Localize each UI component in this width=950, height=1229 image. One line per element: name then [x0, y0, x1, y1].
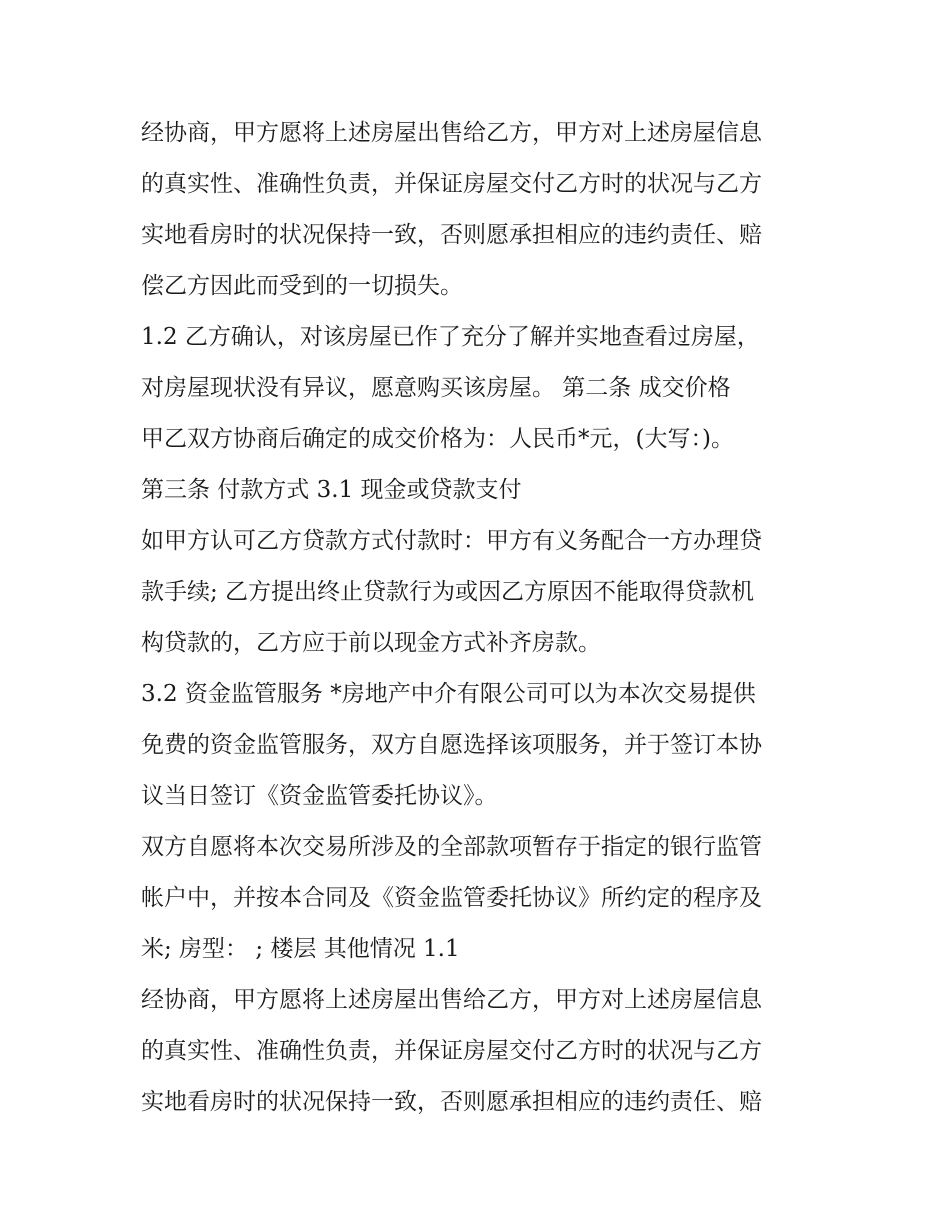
text-line: 免费的资金监管服务，双方自愿选择该项服务，并于签订本协: [141, 732, 762, 758]
text-line: 经协商，甲方愿将上述房屋出售给乙方，甲方对上述房屋信息: [141, 987, 762, 1013]
text-line: 的真实性、准确性负责，并保证房屋交付乙方时的状况与乙方: [141, 1038, 762, 1064]
text-line: 如甲方认可乙方贷款方式付款时：甲方有义务配合一方办理贷: [141, 528, 762, 554]
text-line: 经协商，甲方愿将上述房屋出售给乙方，甲方对上述房屋信息: [141, 120, 762, 146]
text-line: 帐户中，并按本合同及《资金监管委托协议》所约定的程序及: [141, 885, 762, 911]
text-line: 的真实性、准确性负责，并保证房屋交付乙方时的状况与乙方: [141, 171, 762, 197]
text-line: 甲乙双方协商后确定的成交价格为：人民币*元，(大写：)。: [141, 426, 734, 452]
text-line: 实地看房时的状况保持一致，否则愿承担相应的违约责任、赔: [141, 1089, 762, 1115]
text-line: 实地看房时的状况保持一致，否则愿承担相应的违约责任、赔: [141, 222, 762, 248]
text-line: 1.2 乙方确认，对该房屋已作了充分了解并实地查看过房屋，: [141, 324, 760, 350]
text-line: 对房屋现状没有异议，愿意购买该房屋。 第二条 成交价格: [141, 375, 731, 401]
text-line: 议当日签订《资金监管委托协议》。: [141, 783, 498, 809]
contract-text: [141, 108, 821, 1128]
text-line: 构贷款的，乙方应于前以现金方式补齐房款。: [141, 630, 601, 656]
text-line: 第三条 付款方式 3.1 现金或贷款支付: [141, 477, 522, 503]
text-line: 双方自愿将本次交易所涉及的全部款项暂存于指定的银行监管: [141, 834, 762, 860]
text-line: 偿乙方因此而受到的一切损失。: [141, 273, 463, 299]
text-line: 米; 房型： ; 楼层 其他情况 1.1: [141, 936, 460, 962]
text-line: 款手续; 乙方提出终止贷款行为或因乙方原因不能取得贷款机: [141, 579, 755, 605]
text-line: 3.2 资金监管服务 *房地产中介有限公司可以为本次交易提供: [141, 681, 756, 707]
